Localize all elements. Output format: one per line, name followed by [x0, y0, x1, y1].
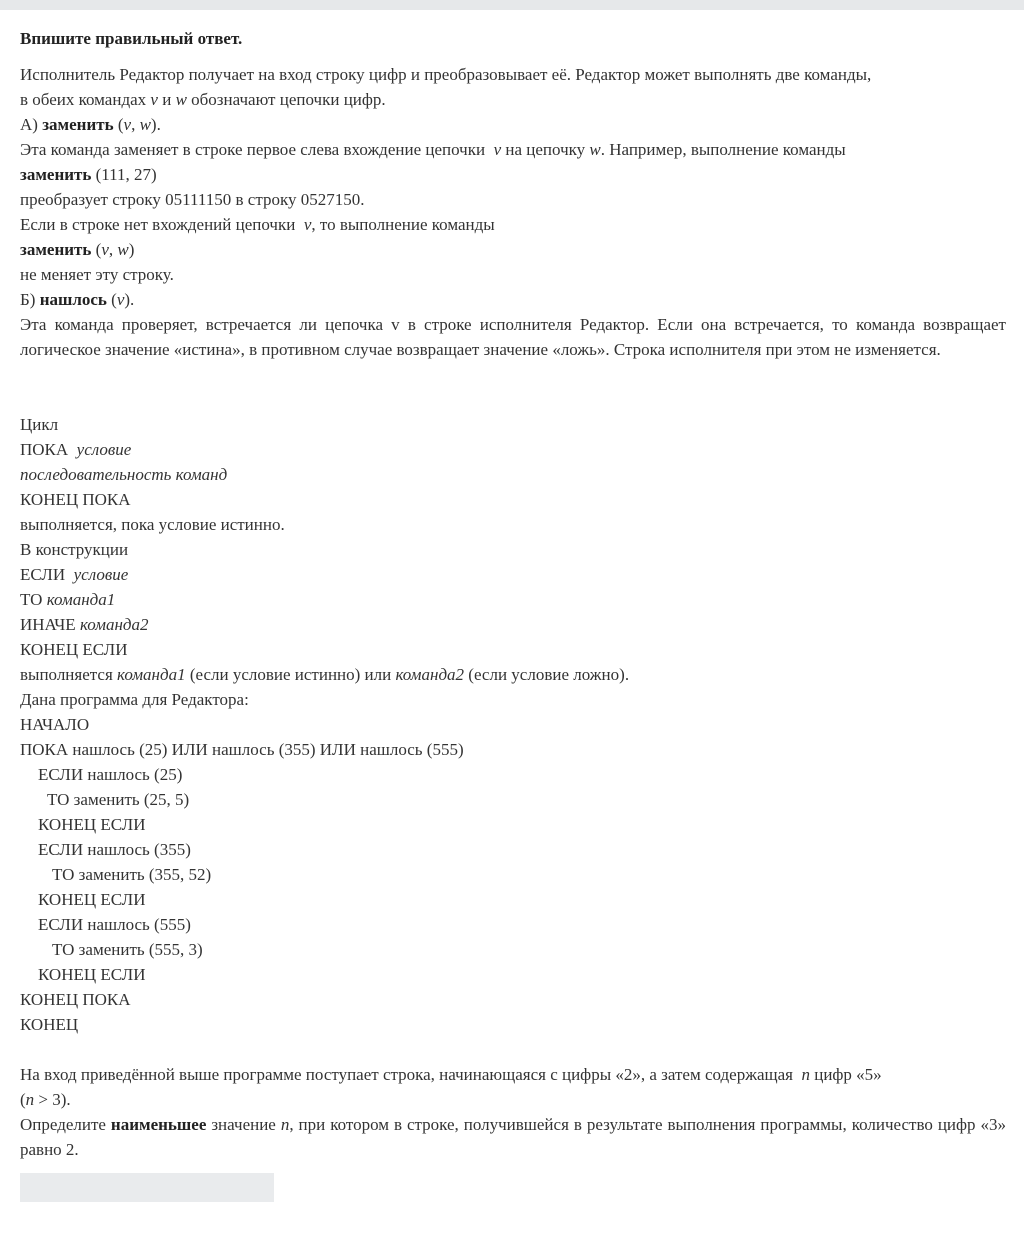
- program-line: ТО заменить (355, 52): [52, 865, 212, 884]
- endif-construct: КОНЕЦ ЕСЛИ: [20, 640, 128, 659]
- loop-title: Цикл: [20, 415, 59, 434]
- program-line: ЕСЛИ нашлось (25): [38, 765, 183, 784]
- program-line: КОНЕЦ: [20, 1015, 79, 1034]
- input-description-2: (n > 3).: [20, 1090, 71, 1109]
- intro-line-1: Исполнитель Редактор получает на вход строку цифр и преобразовывает её. Редактор может выполнять две команды,: [20, 65, 872, 84]
- loop-while: ПОКА условие: [20, 440, 132, 459]
- task-content: [0, 10, 1024, 1202]
- replace-example-result: преобразует строку 05111150 в строку 0527150.: [20, 190, 365, 209]
- program-line: ПОКА нашлось (25) ИЛИ нашлось (355) ИЛИ нашлось (555): [20, 740, 464, 759]
- replace-vw: заменить (v, w): [20, 240, 135, 259]
- program-line: КОНЕЦ ЕСЛИ: [38, 815, 146, 834]
- replace-example: заменить (111, 27): [20, 165, 157, 184]
- program-line: КОНЕЦ ЕСЛИ: [38, 890, 146, 909]
- command-b-heading: Б) нашлось (v).: [20, 290, 135, 309]
- program-line: ЕСЛИ нашлось (355): [38, 840, 191, 859]
- if-construct: ЕСЛИ условие: [20, 565, 129, 584]
- input-description-1: На вход приведённой выше программе поступает строка, начинающаяся с цифры «2», а затем содержащая n цифр «5»: [20, 1065, 882, 1084]
- loop-runs: выполняется, пока условие истинно.: [20, 515, 285, 534]
- program-line: ЕСЛИ нашлось (555): [38, 915, 191, 934]
- found-description: Эта команда проверяет, встречается ли цепочка v в строке исполнителя Редактор. Если она встречается, то команда возвращает логическое значение «истина», в противном случае возвращает значение «ложь». Строка исполнителя при этом не изменяется.: [20, 315, 1006, 359]
- intro-line-2: в обеих командах v и w обозначают цепочки цифр.: [20, 90, 386, 109]
- else-construct: ИНАЧЕ команда2: [20, 615, 149, 634]
- command-a-heading: А) заменить (v, w).: [20, 115, 161, 134]
- program-line: ТО заменить (555, 3): [52, 940, 203, 959]
- exec-description: выполняется команда1 (если условие истинно) или команда2 (если условие ложно).: [20, 665, 630, 684]
- program-line: ТО заменить (25, 5): [47, 790, 190, 809]
- task-title: Впишите правильный ответ.: [20, 29, 243, 48]
- no-change-text: не меняет эту строку.: [20, 265, 174, 284]
- loop-end: КОНЕЦ ПОКА: [20, 490, 131, 509]
- program-line: КОНЕЦ ПОКА: [20, 990, 131, 1009]
- program-code: [20, 712, 1006, 1037]
- replace-description: Эта команда заменяет в строке первое слева вхождение цепочки v на цепочку w. Например, выполнение команды: [20, 140, 846, 159]
- program-line: КОНЕЦ ЕСЛИ: [38, 965, 146, 984]
- in-construct: В конструкции: [20, 540, 129, 559]
- no-match-text: Если в строке нет вхождений цепочки v, то выполнение команды: [20, 215, 495, 234]
- program-line: НАЧАЛО: [20, 715, 90, 734]
- loop-sequence: последовательность команд: [20, 465, 228, 484]
- top-bar: [0, 0, 1024, 10]
- then-construct: ТО команда1: [20, 590, 116, 609]
- program-given: Дана программа для Редактора:: [20, 690, 249, 709]
- question-text: Определите наименьшее значение n, при котором в строке, получившейся в результате выполнения программы, количество цифр «3» равно 2.: [20, 1115, 1006, 1159]
- answer-input[interactable]: [20, 1173, 274, 1202]
